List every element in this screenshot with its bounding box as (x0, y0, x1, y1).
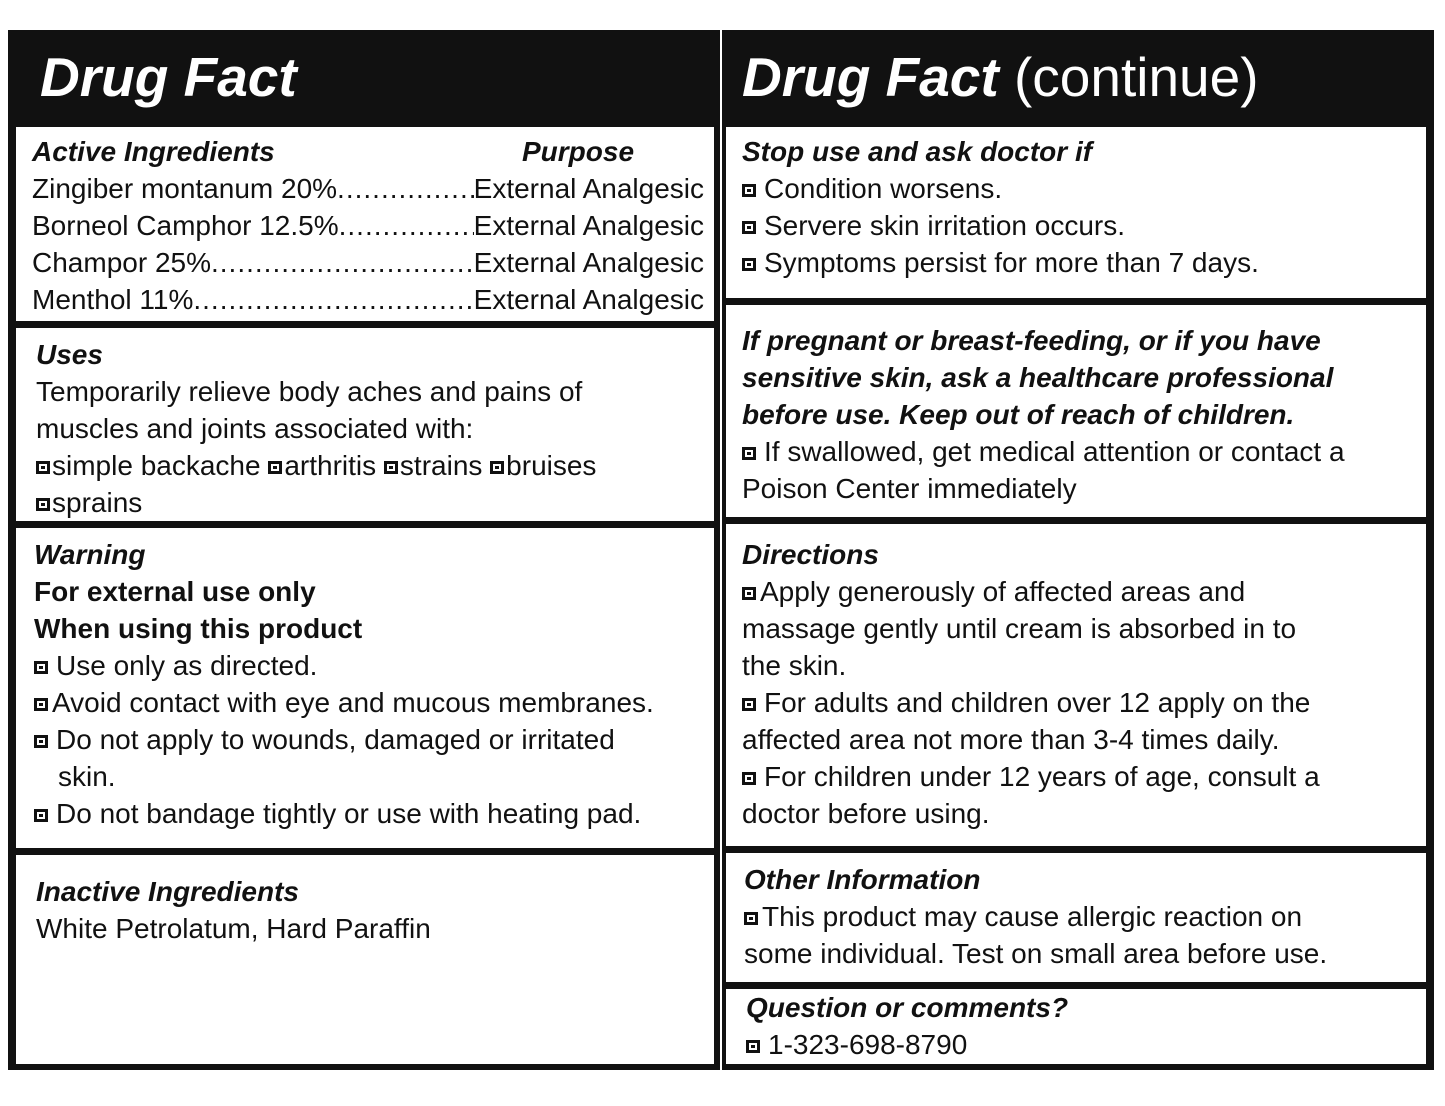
stop-use-item: Condition worsens. (742, 170, 1426, 207)
directions-continuation: massage gently until cream is absorbed in to (742, 613, 1297, 644)
stop-use-box (726, 127, 1426, 298)
inactive-ingredients-text: White Petrolatum, Hard Paraffin (36, 913, 431, 944)
ingredient-name: Menthol 11% (32, 284, 194, 315)
uses-item: strains (384, 450, 482, 481)
checkbox-square-icon (490, 461, 504, 474)
directions-continuation: affected area not more than 3-4 times daily. (742, 724, 1280, 755)
warning-item: Do not apply to wounds, damaged or irritated (34, 721, 714, 758)
inactive-ingredients-box (16, 855, 714, 1064)
pregnancy-warning-box (726, 305, 1426, 517)
pregnancy-warning-line: sensitive skin, ask a healthcare professional (742, 362, 1334, 393)
other-information-box (726, 853, 1426, 982)
ingredient-name: Champor 25% (32, 247, 211, 278)
directions-heading: Directions (742, 539, 879, 570)
question-box (726, 989, 1426, 1064)
uses-item: arthritis (268, 450, 376, 481)
uses-heading: Uses (36, 339, 103, 370)
checkbox-square-icon (34, 809, 48, 822)
checkbox-square-icon (744, 912, 758, 925)
inactive-ingredients-heading: Inactive Ingredients (36, 876, 299, 907)
warning-heading: Warning (34, 539, 146, 570)
stop-use-item: Servere skin irritation occurs. (742, 207, 1426, 244)
ingredient-row (32, 281, 704, 318)
left-panel (8, 30, 720, 1070)
swallow-warning-continuation: Poison Center immediately (742, 473, 1077, 504)
ingredient-purpose: External Analgesic (473, 247, 704, 278)
ingredient-name: Zingiber montanum 20% (32, 173, 338, 204)
directions-box (726, 524, 1426, 846)
checkbox-square-icon (742, 258, 756, 271)
active-ingredients-heading: Active Ingredients (32, 136, 275, 167)
ingredient-row (32, 207, 704, 244)
warning-item: Avoid contact with eye and mucous membranes. (34, 684, 714, 721)
stop-use-item: Symptoms persist for more than 7 days. (742, 244, 1426, 281)
checkbox-square-icon (36, 498, 50, 511)
right-header (722, 30, 1434, 124)
ingredient-name: Borneol Camphor 12.5% (32, 210, 339, 241)
checkbox-square-icon (36, 461, 50, 474)
ingredient-purpose: External Analgesic (473, 284, 704, 315)
directions-item: For adults and children over 12 apply on the (742, 684, 1426, 721)
warning-subheading: When using this product (34, 613, 363, 644)
directions-continuation: the skin. (742, 650, 847, 681)
checkbox-square-icon (746, 1040, 760, 1053)
warning-subheading: For external use only (34, 576, 316, 607)
ingredient-row (32, 244, 704, 281)
right-panel (722, 30, 1434, 1070)
uses-item: sprains (36, 487, 142, 518)
uses-list (36, 447, 696, 521)
checkbox-square-icon (384, 461, 398, 474)
phone-number: 1-323-698-8790 (746, 1026, 1426, 1063)
warning-item: Do not bandage tightly or use with heating pad. (34, 795, 714, 832)
checkbox-square-icon (268, 461, 282, 474)
warning-item: Use only as directed. (34, 647, 714, 684)
checkbox-square-icon (742, 587, 756, 600)
checkbox-square-icon (34, 698, 48, 711)
directions-continuation: doctor before using. (742, 798, 990, 829)
leader-dots (211, 244, 474, 281)
left-header (8, 30, 720, 124)
warning-item-continuation: skin. (58, 761, 116, 792)
drug-fact-title: Drug Fact (742, 46, 999, 108)
uses-item: bruises (490, 450, 596, 481)
active-ingredients-box (16, 127, 714, 321)
uses-item: simple backache (36, 450, 261, 481)
warning-box (16, 528, 714, 848)
checkbox-square-icon (742, 184, 756, 197)
leader-dots (193, 281, 473, 318)
uses-box (16, 328, 714, 521)
stop-use-heading: Stop use and ask doctor if (742, 136, 1093, 167)
ingredient-purpose: External Analgesic (473, 210, 704, 241)
drug-fact-title: Drug Fact (40, 46, 297, 108)
checkbox-square-icon (742, 447, 756, 460)
ingredient-purpose: External Analgesic (473, 173, 704, 204)
other-information-heading: Other Information (744, 864, 981, 895)
uses-text: Temporarily relieve body aches and pains of muscles and joints associated with: (36, 376, 583, 444)
pregnancy-warning-line: If pregnant or breast-feeding, or if you have (742, 325, 1321, 356)
directions-item: For children under 12 years of age, consult a (742, 758, 1426, 795)
purpose-heading: Purpose (522, 136, 635, 167)
pregnancy-warning-line: before use. Keep out of reach of children. (742, 399, 1295, 430)
swallow-warning: If swallowed, get medical attention or contact a (742, 433, 1426, 470)
checkbox-square-icon (34, 735, 48, 748)
question-heading: Question or comments? (746, 992, 1069, 1023)
checkbox-square-icon (742, 698, 756, 711)
continue-label: (continue) (1013, 46, 1259, 108)
other-information-item: This product may cause allergic reaction on (744, 898, 1426, 935)
checkbox-square-icon (742, 772, 756, 785)
leader-dots (337, 170, 474, 207)
checkbox-square-icon (742, 221, 756, 234)
other-information-continuation: some individual. Test on small area before use. (744, 938, 1328, 969)
leader-dots (339, 207, 474, 244)
checkbox-square-icon (34, 661, 48, 674)
directions-item: Apply generously of affected areas and (742, 573, 1426, 610)
ingredient-row (32, 170, 704, 207)
